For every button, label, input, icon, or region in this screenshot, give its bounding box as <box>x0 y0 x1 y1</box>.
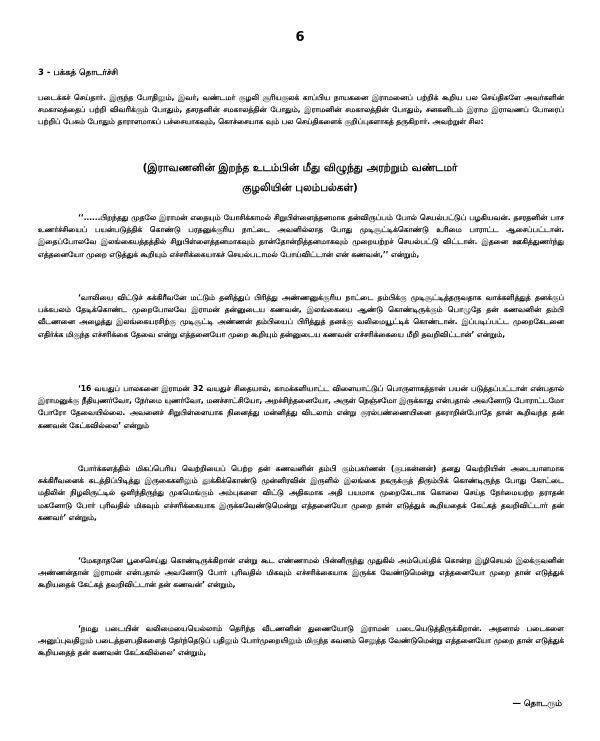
body-paragraph-1: ‘‘......பிறந்தது முதலே இராமன் எதையும் யோசிக்காமல் சிறுபிள்ளைத்தனமாக தன்விருப்பம் போல் செயல்பட்டுப் பழகியவன். தசரதனின் பாச உணர்ச்சியைப் பயன்படுத்திக் கொண்டு பரதனுக்குரிய நாட்டை அவனில்லாத போது முடிசூட்டிக்கொண்டு உரிமை பாராட்ட ஆசைப்பட்டான். இதைப்போலவே இலங்கையத்தத்தில் சிறுபிள்ளைத்தனமாகவும் தான்தோன்றித்தனமாகவும் முறையற்றச் செயல்பட்டு விட்டான். இதனை ஊகித்துணர்ந்து எத்தனையோ முறை எடுத்துக் கூறியும் எச்சரிக்கையாகச் செயல்படாமல் போய்விட்டான் என் கணவன்,’’ என்றும், <box>38 213 564 259</box>
body-paragraph-5: ‘மேகநாதனே பூசைசெய்து கொண்டிருக்கிறான் என்று கூட எண்ணாமல் பின்னிருந்து முதுகில் அம்பெய்திக் கொன்ற இழிசெயல் இலக்குவனின் அண்ணன்தான் இராமன் என்பதால் அவனோடு போர் புரிவதில் மிகவும் எச்சரிக்கையாக இருக்க வேண்டுமென்று எத்தனையோ முறை தான் எடுத்துக் கூறியதைக் கேட்கத் தவறிவிட்டான் தன் கணவன்’ என்றும், <box>38 556 564 590</box>
intro-paragraph: படைக்கச் செய்தார். இருந்த போதிலும், இவர், வண்டமர் குழலி சூரியகுலக் காப்பிய நாயகனை இராமனைப் பற்றிக் கூறிய பல செய்திகளே அவர்களின் சமகாலத்தைப் பற்றி விவரிக்கும் போதும், தசரதனின் சமகாலத்தின் போதும், இராமனின் சமகாலத்தின் போதும், சனகனிடம் இராம இராவணப் போரைப் பற்றிப் பேசும் போதும் தாராளமாகப் பச்சையாகவும், கொச்சையாக வும் பல செய்திகளைக் குறிப்புகளாகத் தருகிறார். அவற்றுள் சில: <box>38 93 564 127</box>
body-paragraph-2: ‘வாலியை விட்டுச் சுக்கிரீவனே மட்டும் தனித்துப் பிரித்து அண்ணனுக்குரிய நாட்டை தம்பிக்கு முடிசூட்டித்தருவதாக வாக்களித்துத் தனக்குப் பக்கபலம் தேடிக்கொண்ட முறைபோலவே இராமன் தன்னுடைய கணவன், இலங்கையை ஆண்டு கொண்டிருக்கும் பொழுதே தன் கணவனின் தம்பி வீடணனை அழைத்து இலங்கையரசிற்கு முடிசூட்டி அண்ணன் தம்பியைப் பிரித்துத் தனக்கு வலிமையூட்டிக் கொண்டான். இப்படிப்பட்ட முறைகேடனை எதிர்க்க மிகுந்த எச்சரிக்கை தேவை என்று எத்தனையோ முறை கூறியும் தன்னுடைய கணவன் எச்சரிக்கையை மீறி தவறிவிட்டான்’ என்றும், <box>38 293 564 339</box>
page-number: 6 <box>295 30 305 45</box>
body-paragraph-3: ‘16 வயதுப் பாலகனை இராமன் 32 வயதுச் சிதையால், காமக்களியாட்ட விளையாட்டுப் பொருளாகத்தான் பயன் படுத்தப்பட்டான் என்பதால் இராமனுக்கு நீதியுணர்வோ, நேர்மை யுணர்வோ, மனச்சாட்சியோ, அறச்சிந்தனையோ, அருள் நெஞ்சமோ இருக்காது என்பதால் அவனோடு போராட்டமோ போரோ தேவையில்லை. அவனைச் சிறுபிள்ளையாக நினைத்து மன்னித்து விடலாம் என்று குரல்பண்ணையினை தகராறின்போதே தான் கூறிவந்த தன் கணவன் கேட்கவில்லை’ என்றும் <box>38 384 564 430</box>
continued-footer: — தொடரும் <box>512 699 562 709</box>
section-heading-line-2: குழலியின் புலம்பல்கள்) <box>242 182 358 194</box>
body-paragraph-4: போர்க்களத்தில் மிகப்பெரிய வெற்றியைப் பெற்ற தன் கணவனின் தம்பி கும்பகர்ணன் (குபகன்னன்) தனது வெற்றியின் அடையாளமாக சுக்கிரீவனைக் கடத்திப்பிடித்து இருகைகளிலும் தூக்கிக்கொண்டு முன்னிரவின் இருளில் இலங்கை நகருக்குத் திரும்பிக் கொண்டிருந்த போது கோட்டை மதிலின் நிழலிருட்டில் ஒளிந்திருந்து முகமெங்கும் அம்புகளை விட்டு அதிகமாக அதி பயமாக முறைகேடாக கொலை செய்த நேர்மையற்ற தராதன் மகனோடு போர் புரிவதில் மிகவும் எச்சரிக்கையாக இருக்கவேண்டுமென்று எத்தனையோ முறை தான் எடுத்துக் கூறியதைக் கேட்கத் தவறிவிட்டார் தன் கணவர்’ என்றும், <box>38 464 564 522</box>
continuation-label: 3 - பக்கத் தொடர்ச்சி <box>38 68 119 78</box>
section-heading-line-1: (இராவணனின் இறந்த உடம்பின் மீது விழுந்து அரற்றும் வண்டமர் <box>142 162 458 174</box>
body-paragraph-6: ‘நமது படையின் வலிமையையெல்லாம் தெரிந்த வீடணனின் துணையோடு இராமன் படையெடுத்திருக்கிறான். அதனால் படைகளை அனுப்புவதிலும் படைத்தளபதிகளைத் தேர்ந்தெடுப் பதிலும் போர்முறையிலும் மிகுந்த கவனம் செலுத்த வேண்டுமென்று எத்தனையோ முறை தான் எடுத்துக் கூறியதைத் தன் கணவன் கேட்கவில்லை’ என்றும், <box>38 624 564 658</box>
